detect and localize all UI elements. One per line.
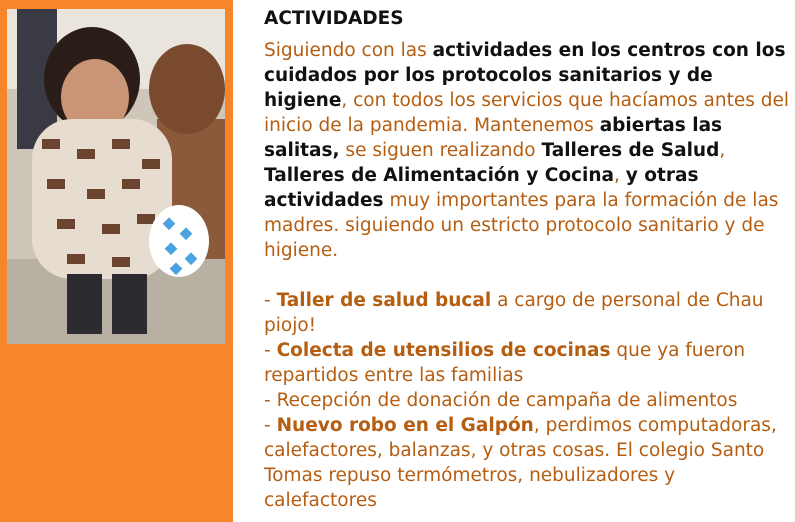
list-dash: - (264, 340, 277, 361)
list-item-bold: Colecta de utensilios de cocinas (276, 340, 611, 361)
intro-text-2: , con todos los servicios que hacíamos antes del inicio de la pandemia. Mantenemos (264, 90, 790, 136)
main-content (264, 8, 789, 513)
list-item-bold: Nuevo robo en el Galpón (276, 415, 534, 436)
intro-text-1: Siguiendo con las (264, 40, 433, 61)
intro-bold-4: Talleres de Alimentación y Cocina (264, 165, 615, 186)
list-item-text: a cargo de personal de Chau piojo! (264, 290, 764, 336)
list-item-text: , perdimos computadoras, calefactores, balanzas, y otras cosas. El colegio Santo Tomas repuso termómetros, nebulizadores y calefactores (264, 415, 777, 511)
section-title: ACTIVIDADES (264, 8, 404, 29)
child-photo (7, 9, 225, 344)
list-dash: - (264, 390, 277, 411)
list-item (264, 338, 789, 388)
list-item-text: que ya fueron repartidos entre las familias (264, 340, 746, 386)
child-photo-illustration (7, 9, 225, 344)
intro-bold-5: y otras actividades (264, 165, 699, 211)
intro-text-3: se siguen realizando (339, 140, 542, 161)
list-item (264, 413, 789, 513)
intro-paragraph (264, 38, 789, 263)
list-item-bold: Taller de salud bucal (276, 290, 492, 311)
intro-bold-3: Talleres de Salud (541, 140, 720, 161)
intro-text-5: , (614, 165, 626, 186)
intro-text-6: muy importantes para la formación de las madres. siguiendo un estricto protocolo sanitario y de higiene. (264, 190, 779, 261)
intro-bold-2: abiertas las salitas, (264, 115, 723, 161)
list-item (264, 388, 789, 413)
list-item-text: Recepción de donación de campaña de alimentos (276, 390, 738, 411)
list-item (264, 288, 789, 338)
list-dash: - (264, 415, 277, 436)
intro-bold-1: actividades en los centros con los cuidados por los protocolos sanitarios y de higiene (264, 40, 786, 111)
paragraph-gap (264, 263, 789, 288)
list-dash: - (264, 290, 277, 311)
intro-text-4: , (719, 140, 726, 161)
